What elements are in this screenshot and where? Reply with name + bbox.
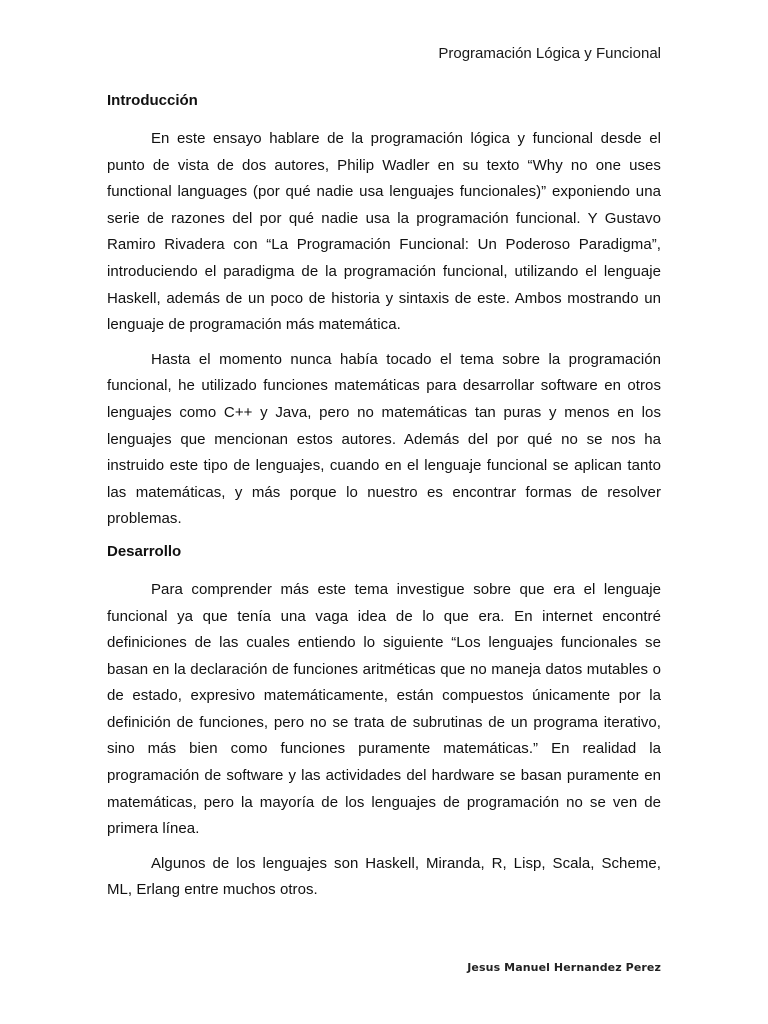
paragraph-intro-1: En este ensayo hablare de la programación lógica y funcional desde el punto de vista de dos autores, Philip Wadler en su texto “Why no one uses functional languages (por qué nadie usa lenguajes funcionales)” exponiendo una serie de razones del por qué nadie usa la programación funcional. Y Gustavo Ramiro Rivadera con “La Programación Funcional: Un Poderoso Paradigma”, introduciendo el paradigma de la programación funcional, utilizando el lenguaje Haskell, además de un poco de historia y sintaxis de este. Ambos mostrando un lenguaje de programación más matemática. [107,130,661,334]
section-heading-desarrollo: Desarrollo [107,542,182,560]
section-heading-introduccion: Introducción [107,92,198,109]
paragraph-intro-2: Hasta el momento nunca había tocado el tema sobre la programación funcional, he utilizado funciones matemáticas para desarrollar software en otros lenguajes como C++ y Java, pero no matemáticas tan puras y menos en los lenguajes que mencionan estos autores. Además del por qué no se nos ha instruido este tipo de lenguajes, cuando en el lenguaje funcional se aplican tanto las matemáticas, y más porque lo nuestro es encontrar formas de resolver problemas. [107,350,661,528]
author-footer: Jesus Manuel Hernandez Perez [467,961,661,974]
running-header: Programación Lógica y Funcional [438,45,661,62]
document-body [107,90,661,912]
paragraph-desarrollo-1: Para comprender más este tema investigue sobre que era el lenguaje funcional ya que tenía una vaga idea de lo que era. En internet encontré definiciones de las cuales entiendo lo siguiente “Los lenguajes funcionales se basan en la declaración de funciones aritméticas que no maneja datos mutables o de estado, expresivo matemáticamente, están compuestos únicamente por la definición de funciones, pero no se trata de subrutinas de un programa iterativo, sino más bien como funciones puramente matemáticas.” En realidad la programación de software y las actividades del hardware se basan puramente en matemáticas, pero la mayoría de los lenguajes de programación no se ven de primera línea. [107,580,661,838]
paragraph-desarrollo-2: Algunos de los lenguajes son Haskell, Miranda, R, Lisp, Scala, Scheme, ML, Erlang entre muchos otros. [107,854,661,899]
